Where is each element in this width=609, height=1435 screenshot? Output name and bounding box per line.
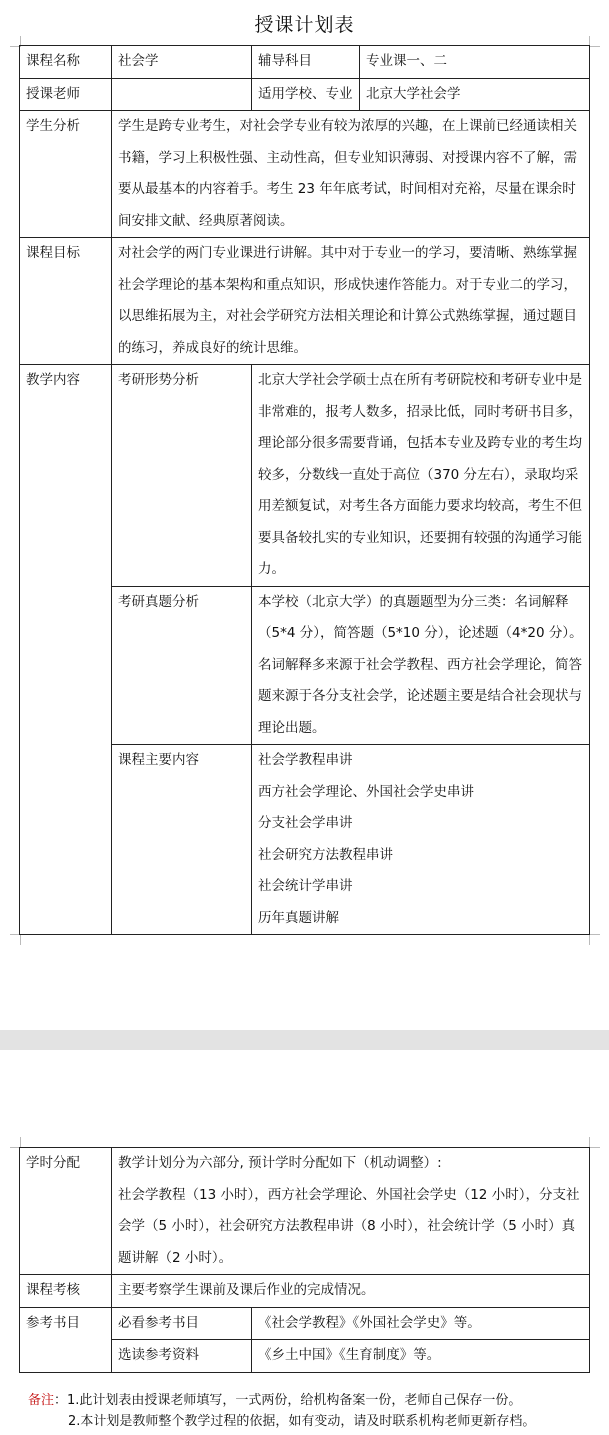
required-books-label: 必看参考书目 [112,1307,252,1340]
course-name-value: 社会学 [112,46,252,79]
main-content-label: 课程主要内容 [112,745,252,935]
page-corner-mark [589,934,600,945]
plan-table-part1 [19,45,590,935]
course-name-label: 课程名称 [20,46,112,79]
table-row [20,1148,590,1275]
teaching-content-label: 教学内容 [20,365,112,935]
situation-analysis-text: 北京大学社会学硕士点在所有考研院校和考研专业中是非常难的，报考人数多，招录比低，同时考研书目多，理论部分很多需要背诵，包括本专业及跨专业的考生均较多，分数线一直处于高位（370 分左右），录取均采用差额复试，对考生各方面能力要求均较高，考生不但要具备较扎实的专业知识，还要拥有较强的沟通学习能力。 [252,365,590,587]
exam-analysis-label: 考研真题分析 [112,586,252,745]
list-item: 社会统计学串讲 [258,878,353,894]
table-row [20,1307,590,1340]
hours-label: 学时分配 [20,1148,112,1275]
exam-analysis-text: 本学校（北京大学）的真题题型为分三类：名词解释（5*4 分），简答题（5*10 分），论述题（4*20 分）。名词解释多来源于社会学教程、西方社会学理论，简答题来源于各分支社会学，论述题主要是结合社会现状与理论出题。 [252,586,590,745]
assessment-label: 课程考核 [20,1275,112,1308]
list-item: 西方社会学理论、外国社会学史串讲 [258,783,474,800]
situation-analysis-label: 考研形势分析 [112,365,252,587]
main-content-list [252,745,590,935]
plan-table-part2 [19,1147,590,1373]
list-item: 历年真题讲解 [258,909,339,926]
notes-line-1: ：1.此计划表由授课老师填写，一式两份，给机构备案一份，老师自己保存一份。 [54,1393,522,1408]
page-corner-mark [10,934,21,945]
assessment-text: 主要考察学生课前及课后作业的完成情况。 [112,1275,590,1308]
books-label: 参考书目 [20,1307,112,1372]
hours-text [112,1148,590,1275]
notes-line-2: 2.本计划是教师整个教学过程的依据，如有变动，请及时联系机构老师更新存档。 [68,1414,536,1429]
table-row [20,111,590,238]
hours-line-1: 教学计划分为六部分, 预计学时分配如下（机动调整）: [118,1155,442,1171]
student-analysis-label: 学生分析 [20,111,112,238]
table-row [20,365,590,587]
optional-books-text: 《乡土中国》《生育制度》等。 [252,1340,590,1373]
school-major-label: 适用学校、专业 [252,78,360,111]
page-gap [0,1030,609,1050]
page-corner-mark [589,36,600,47]
course-goal-label: 课程目标 [20,238,112,365]
table-row [20,46,590,79]
document-title: 授课计划表 [254,14,355,36]
teacher-value [112,78,252,111]
table-row [20,1275,590,1308]
notes-tag: 备注 [28,1393,55,1408]
list-item: 分支社会学串讲 [258,815,353,831]
subject-label: 辅导科目 [252,46,360,79]
table-row [20,78,590,111]
required-books-text: 《社会学教程》《外国社会学史》等。 [252,1307,590,1340]
page-corner-mark [589,1137,600,1148]
hours-line-2: 社会学教程（13 小时），西方社会学理论、外国社会学史（12 小时），分支社会学（5 小时），社会研究方法教程串讲（8 小时），社会统计学（5 小时）真题讲解（2 小时）。 [118,1186,580,1266]
list-item: 社会学教程串讲 [258,752,353,768]
list-item: 社会研究方法教程串讲 [258,846,393,863]
school-major-value: 北京大学社会学 [360,78,590,111]
student-analysis-text: 学生是跨专业考生，对社会学专业有较为浓厚的兴趣，在上课前已经通读相关书籍，学习上积极性强、主动性高，但专业知识薄弱、对授课内容不了解，需要从最基本的内容着手。考生 23 年年底考试，时间相对充裕，尽量在课余时间安排文献、经典原著阅读。 [112,111,590,238]
subject-value: 专业课一、二 [360,46,590,79]
teacher-label: 授课老师 [20,78,112,111]
table-row [20,238,590,365]
optional-books-label: 选读参考资料 [112,1340,252,1373]
course-goal-text: 对社会学的两门专业课进行讲解。其中对于专业一的学习，要清晰、熟练掌握社会学理论的基本架构和重点知识，形成快速作答能力。对于专业二的学习，以思维拓展为主，对社会学研究方法相关理论和计算公式熟练掌握，通过题目的练习，养成良好的统计思维。 [112,238,590,365]
notes [28,1390,588,1432]
